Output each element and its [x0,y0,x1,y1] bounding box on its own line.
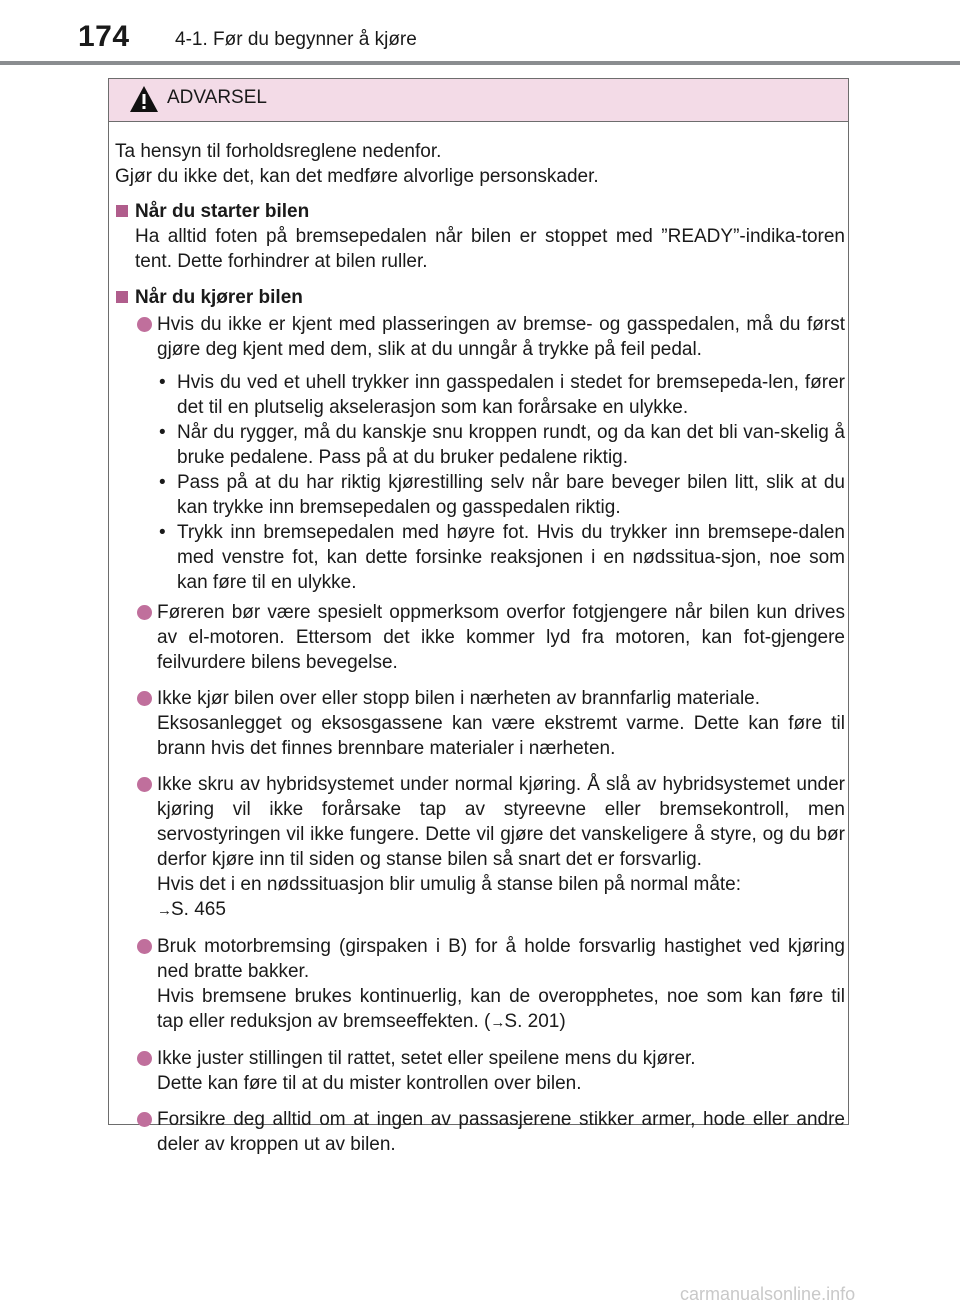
list-item: Ikke skru av hybridsystemet under normal kjøring. Å slå av hybridsystemet under kjøring vil ikke forårsake tap av styreevne eller bremsekontroll, men servostyringen vil ikke fungere. Dette vil gjøre det vanskeligere å styre, og du bør derfor kjøre inn til siden og stanse bilen så snart det er forsvarlig. Hvis det i en nødssituasjon blir umulig å stanse bilen på normal måte: →S. 465 [115,772,845,923]
section-text: Ha alltid foten på bremsepedalen når bilen er stoppet med ”READY”-indika-toren tent. Dette forhindrer at bilen ruller. [135,226,845,272]
section-heading [115,199,845,224]
page-number: 174 [78,20,130,53]
header-rule [0,61,960,65]
arrow-right-icon: → [157,902,171,919]
circle-bullet-icon [137,1051,152,1066]
bullet-icon: • [159,422,166,443]
sub-list-item: • Når du rygger, må du kanskje snu kroppen rundt, og da kan det bli van-skelig å bruke pedalene. Pass på at du bruker pedalene riktig. [159,422,845,468]
sub-list-item: • Trykk inn bremsepedalen med høyre fot. Hvis du trykker inn bremsepe-dalen med venstre fot, kan dette forsinke reaksjonen i en nødssitua-sjon, noe som kan føre til en ulykke. [159,522,845,593]
intro-line: Ta hensyn til forholdsreglene nedenfor. [115,141,442,162]
sub-list-item: • Hvis du ved et uhell trykker inn gasspedalen i stedet for bremsepeda-len, fører det til en plutselig akselerasjon som kan forårsake en ulykke. [159,372,845,418]
list-item: Bruk motorbremsing (girspaken i B) for å holde forsvarlig hastighet ved kjøring ned bratte bakker. Hvis bremsene brukes kontinuerlig, kan de overopphetes, noe som kan føre til tap eller reduksjon av bremseeffekten. (→S. 201) [115,934,845,1035]
page-reference-link[interactable]: S. 465 [171,899,226,920]
square-bullet-icon [116,291,128,303]
bullet-icon: • [159,372,166,393]
circle-bullet-icon [137,939,152,954]
intro-line: Gjør du ikke det, kan det medføre alvorlige personskader. [115,166,599,187]
circle-bullet-icon [137,605,152,620]
warning-body [115,139,845,1168]
circle-bullet-icon [137,317,152,332]
bullet-icon: • [159,472,166,493]
page-reference [157,897,845,923]
section-heading [115,285,845,310]
bullet-icon: • [159,522,166,543]
section-heading-text: Når du kjører bilen [135,287,303,308]
warning-header [109,79,848,122]
list-item: Føreren bør være spesielt oppmerksom overfor fotgjengere når bilen kun drives av el-motoren. Ettersom det ikke kommer lyd fra motoren, kan fot-gjengere feilvurdere bilens bevegelse. [115,600,845,675]
list-item: Forsikre deg alltid om at ingen av passasjerene stikker armer, hode eller andre deler av kroppen ut av bilen. [115,1107,845,1157]
watermark: carmanualsonline.info [680,1284,856,1304]
circle-bullet-icon [137,1112,152,1127]
list-item: Hvis du ikke er kjent med plasseringen av bremse- og gasspedalen, må du først gjøre deg kjent med dem, slik at du unngår å trykke på feil pedal. [115,312,845,362]
circle-bullet-icon [137,777,152,792]
arrow-right-icon: → [490,1014,505,1031]
warning-triangle-icon [129,85,159,113]
page-reference-link[interactable]: S. 201) [504,1011,566,1032]
warning-title: ADVARSEL [167,87,267,108]
list-item: Ikke juster stillingen til rattet, setet eller speilene mens du kjører. Dette kan føre til at du mister kontrollen over bilen. [115,1046,845,1096]
list-item: Ikke kjør bilen over eller stopp bilen i nærheten av brannfarlig materiale. Eksosanlegget og eksosgassene kan være ekstremt varme. Dette kan føre til brann hvis det finnes brennbare materialer i nærheten. [115,686,845,761]
square-bullet-icon [116,205,128,217]
chapter-title: 4-1. Før du begynner å kjøre [175,29,417,50]
sub-list-item: • Pass på at du har riktig kjørestilling selv når bare beveger bilen litt, slik at du kan trykke inn bremsepedalen og gasspedalen riktig. [159,472,845,518]
section-heading-text: Når du starter bilen [135,201,310,222]
sub-list [115,370,845,595]
warning-box [108,78,849,1155]
circle-bullet-icon [137,691,152,706]
